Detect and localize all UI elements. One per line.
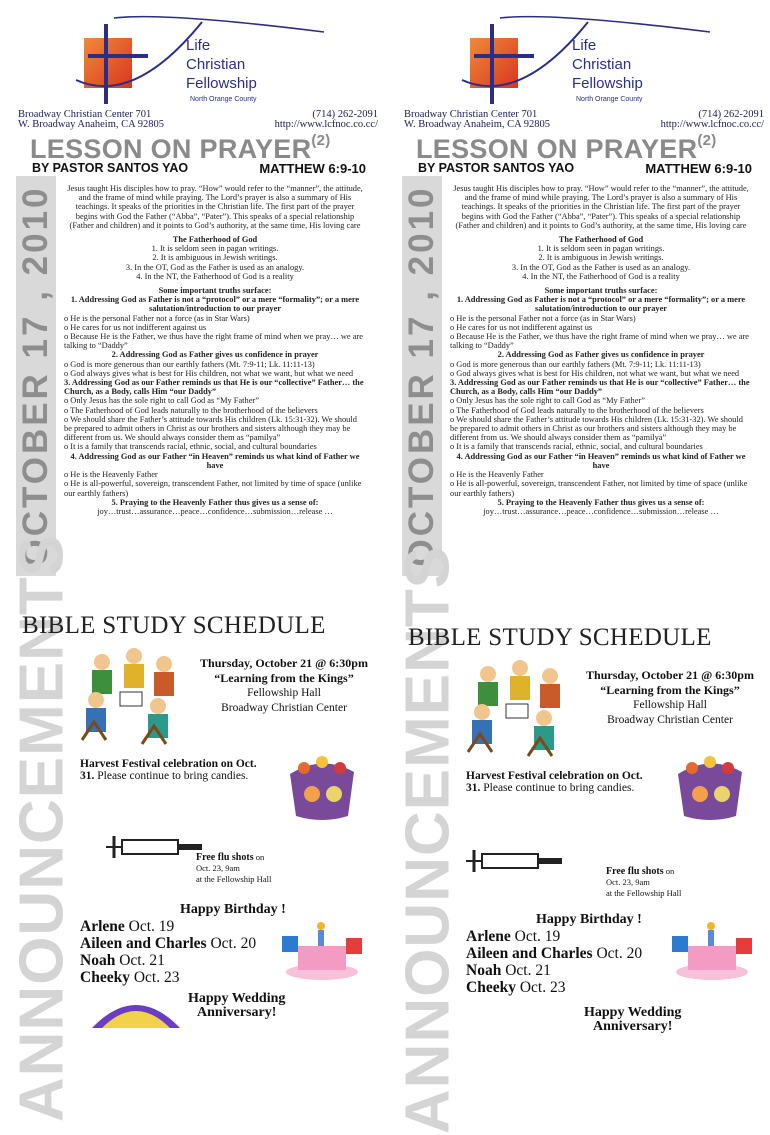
list-item: Cheeky Oct. 23 [80,969,180,986]
truth-point-5: 5. Praying to the Heavenly Father thus gives us a sense of: [111,497,319,507]
announcements-panel-left [7,534,382,1123]
bullet-item: o He is all-powerful, sovereign, transcendent Father, not limited by time of space (unlike our earthly fathers) [450,479,748,498]
harvest-announcement [466,770,646,794]
fatherhood-point: 2. It is ambiguous in Jewish writings. [538,253,664,263]
bullet-item: o It is a family that transcends racial, ethnic, social, and cultural boundaries [64,442,317,452]
bullet-item: o He is the personal Father not a force (as in Star Wars) [64,313,250,323]
bullet-item: o God is more generous than our earthly fathers (Mt. 7:9-11; Lk. 11:11-13) [450,359,701,369]
bullet-item: o He cares for us not indifferent against us [450,322,593,332]
candy-bag-icon [282,750,362,824]
wedding-line2: Anniversary! [197,1005,277,1020]
church-region: North Orange County [190,96,257,103]
flu-place: at the Fellowship Hall [606,888,682,898]
candy-bag-icon [670,750,750,824]
church-logo [74,14,324,106]
group-study-icon [458,656,576,764]
fatherhood-heading: The Fatherhood of God [172,235,258,245]
address-line2: W. Broadway Anaheim, CA 92805 [404,119,551,130]
church-name-christian: Christian [572,56,632,73]
bullet-item: o He is the personal Father not a force (as in Star Wars) [450,313,636,323]
anniversary-banner-icon [88,988,184,1028]
birthday-list [80,918,256,986]
pastor-name: BY PASTOR SANTOS YAO [418,161,575,175]
flu-shot-announcement: Free flu shots on Oct. 23, 9am at the Fellowship Hall [196,852,346,885]
list-item: Noah Oct. 21 [466,962,551,979]
bullet-item: o He is all-powerful, sovereign, transcendent Father, not limited by time of space (unlike our earthly fathers) [64,479,362,498]
truth-point-2: 2. Addressing God as Father gives us confidence in prayer [111,350,319,360]
truth-point-3: 3. Addressing God as our Father reminds us that He is our “collective” Father… the Church, as a Body, calls Him “our Daddy” [450,378,750,397]
bullet-item: o God always gives what is best for His children, not what we want, but what we need [450,368,740,378]
pastor-name: BY PASTOR SANTOS YAO [32,161,189,175]
syringe-icon [464,844,564,878]
truths-heading: Some important truths surface: [544,286,658,296]
meeting-topic: “Learning from the Kings” [600,683,740,697]
announcements-vertical: ANNOUNCEMENTS [393,546,463,1135]
church-logo [460,14,710,106]
truth-point-4: 4. Addressing God as our Father “in Heaven” reminds us what kind of Father we have [70,451,360,470]
wedding-line1: Happy Wedding [584,1005,682,1020]
lesson-byline [32,161,378,175]
meeting-venue: Broadway Christian Center [607,714,733,726]
wedding-line2: Anniversary! [593,1019,673,1034]
flu-place: at the Fellowship Hall [196,874,272,884]
harvest-headline: Harvest Festival celebration on Oct. 31. [466,770,643,794]
lesson-title: LESSON ON PRAYER$^{(2)}$ [30,132,331,164]
meeting-date: Thursday, October 21 @ 6:30pm [586,668,754,682]
bullet-item: o We should share the Father’s attitude towards His children (Lk. 15:31-32). We should be prepared to admit others in Christ as our brothers and sisters although they may be different from us. We should always consider them as “pamilya” [64,414,357,443]
bullet-item: o He is the Heavenly Father [64,470,158,480]
flu-date: Oct. 23, 9am [196,863,240,873]
church-name-life: Life [572,37,597,54]
truth-point-4: 4. Addressing God as our Father “in Heaven” reminds us what kind of Father we have [456,451,746,470]
announcements-sideband [393,546,463,1135]
wedding-announcement [584,1006,681,1034]
church-phone: (714) 262-2091 [312,109,378,120]
lesson-intro: Jesus taught His disciples how to pray. “How” would refer to the “manner”, the attitude, and the frame of mind while praying. The Lord’s prayer is also a summary of His teachings. It speaks of the priorities in the Christian life. The first part of the prayer begins with God the Father (“Abba”, “Pater”). This speaks of a special relationship (Father and children) and it points to God’s authority, at the same time, His loving care [67,184,363,230]
list-item: Cheeky Oct. 23 [466,979,566,996]
date-sideband [16,176,56,576]
harvest-details: Please continue to bring candies. [480,782,635,794]
bullet-item: o God is more generous than our earthly fathers (Mt. 7:9-11; Lk. 11:11-13) [64,359,315,369]
lesson-date: OCTOBER 17 , 2010 [16,185,55,567]
flu-headline: Free flu shots [606,866,664,877]
sense-list: joy…trust…assurance…peace…confidence…submission…release … [483,506,719,516]
sense-list: joy…trust…assurance…peace…confidence…submission…release … [97,506,333,516]
cross-logo-icon [460,14,590,106]
birthday-cake-icon [670,916,754,982]
bullet-item: o Only Jesus has the sole right to call God as “My Father” [64,396,259,406]
bullet-item: o He cares for us not indifferent against us [64,322,207,332]
bullet-item: o It is a family that transcends racial, ethnic, social, and cultural boundaries [450,442,703,452]
flu-headline: Free flu shots [196,852,254,863]
bible-study-title: BIBLE STUDY SCHEDULE [22,612,326,639]
harvest-headline: Harvest Festival celebration on Oct. 31. [80,758,257,782]
bullet-item: o The Fatherhood of God leads naturally to the brotherhood of the believers [450,405,704,415]
church-website-link[interactable]: http://www.lcfnoc.co.cc/ [660,119,764,130]
fatherhood-point: 1. It is seldom seen in pagan writings. [151,244,279,254]
church-name-fellowship: Fellowship [572,75,643,92]
fatherhood-heading: The Fatherhood of God [558,235,644,245]
church-name-christian: Christian [186,56,246,73]
bullet-item: o We should share the Father’s attitude towards His children (Lk. 15:31-32). We should be prepared to admit others in Christ as our brothers and sisters although they may be different from us. We should always consider them as “pamilya” [450,414,743,443]
birthday-cake-icon [280,916,364,982]
cross-logo-icon [74,14,204,106]
church-name-fellowship: Fellowship [186,75,257,92]
address-line2: W. Broadway Anaheim, CA 92805 [18,119,165,130]
syringe-icon [104,830,204,864]
fatherhood-point: 4. In the NT, the Fatherhood of God is a reality [522,271,680,281]
address-line1: Broadway Christian Center 701 [404,109,538,120]
flu-date: Oct. 23, 9am [606,877,650,887]
fatherhood-point: 2. It is ambiguous in Jewish writings. [152,253,278,263]
list-item: Aileen and Charles Oct. 20 [80,935,257,952]
list-item: Arlene Oct. 19 [80,918,175,935]
address-line1: Broadway Christian Center 701 [18,109,152,120]
lesson-body [64,184,366,516]
bullet-item: o He is the Heavenly Father [450,470,544,480]
announcements-vertical: ANNOUNCEMENTS [7,534,77,1123]
list-item: Aileen and Charles Oct. 20 [466,945,643,962]
bullet-item: o Only Jesus has the sole right to call God as “My Father” [450,396,645,406]
truth-point-3: 3. Addressing God as our Father reminds us that He is our “collective” Father… the Church, as a Body, calls Him “our Daddy” [64,378,364,397]
bullet-item: o Because He is the Father, we thus have the right frame of mind when we pray… we are talking to “Daddy” [450,332,749,351]
list-item: Arlene Oct. 19 [466,928,561,945]
fatherhood-point: 4. In the NT, the Fatherhood of God is a reality [136,271,294,281]
church-phone: (714) 262-2091 [698,109,764,120]
date-sideband [402,176,442,576]
meeting-venue: Broadway Christian Center [221,702,347,714]
lesson-title: LESSON ON PRAYER$^{(2)}$ [416,132,717,164]
lesson-date: OCTOBER 17 , 2010 [402,185,441,567]
truth-point-1: 1. Addressing God as Father is not a “protocol” or a mere “formality”; or a mere salutation/introduction to our prayer [456,295,746,314]
birthday-list [466,928,642,996]
truth-point-1: 1. Addressing God as Father is not a “protocol” or a mere “formality”; or a mere salutation/introduction to our prayer [70,295,360,314]
lesson-part: (2) [697,132,717,149]
fatherhood-point: 3. In the OT, God as the Father is used as an analogy. [125,262,305,272]
lesson-panel-left [12,0,382,590]
announcements-panel-right [393,546,768,1135]
wedding-announcement [188,992,285,1020]
list-item: Noah Oct. 21 [80,952,165,969]
truth-point-5: 5. Praying to the Heavenly Father thus gives us a sense of: [497,497,705,507]
meeting-date: Thursday, October 21 @ 6:30pm [200,656,368,670]
scripture-reference: MATTHEW 6:9-10 [259,161,366,176]
birthday-heading: Happy Birthday ! [180,902,286,917]
church-region: North Orange County [576,96,643,103]
flu-shot-announcement: Free flu shots on Oct. 23, 9am at the Fellowship Hall [606,866,756,899]
lesson-body [450,184,752,516]
scripture-reference: MATTHEW 6:9-10 [645,161,752,176]
bullet-item: o God always gives what is best for His children, not what we want, but what we need [64,368,354,378]
meeting-info [570,668,770,728]
bible-study-title: BIBLE STUDY SCHEDULE [408,624,712,651]
harvest-details: Please continue to bring candies. [94,770,249,782]
group-study-icon [72,644,190,752]
meeting-place: Fellowship Hall [633,699,707,711]
fatherhood-point: 3. In the OT, God as the Father is used as an analogy. [511,262,691,272]
bullet-item: o The Fatherhood of God leads naturally to the brotherhood of the believers [64,405,318,415]
church-name-life: Life [186,37,211,54]
wedding-line1: Happy Wedding [188,991,286,1006]
lesson-byline [418,161,764,175]
truth-point-2: 2. Addressing God as Father gives us confidence in prayer [497,350,705,360]
lesson-part: (2) [311,132,331,149]
bullet-item: o Because He is the Father, we thus have the right frame of mind when we pray… we are talking to “Daddy” [64,332,363,351]
meeting-info [184,656,384,716]
lesson-intro: Jesus taught His disciples how to pray. “How” would refer to the “manner”, the attitude, and the frame of mind while praying. The Lord’s prayer is also a summary of His teachings. It speaks of the priorities in the Christian life. The first part of the prayer begins with God the Father (“Abba”, “Pater”). This speaks of a special relationship (Father and children) and it points to God’s authority, at the same time, His loving care [453,184,749,230]
lesson-panel-right [398,0,768,590]
church-website-link[interactable]: http://www.lcfnoc.co.cc/ [274,119,378,130]
announcements-sideband [7,534,77,1123]
fatherhood-point: 1. It is seldom seen in pagan writings. [537,244,665,254]
truths-heading: Some important truths surface: [158,286,272,296]
meeting-place: Fellowship Hall [247,687,321,699]
meeting-topic: “Learning from the Kings” [214,671,354,685]
birthday-heading: Happy Birthday ! [536,912,642,927]
harvest-announcement [80,758,260,782]
